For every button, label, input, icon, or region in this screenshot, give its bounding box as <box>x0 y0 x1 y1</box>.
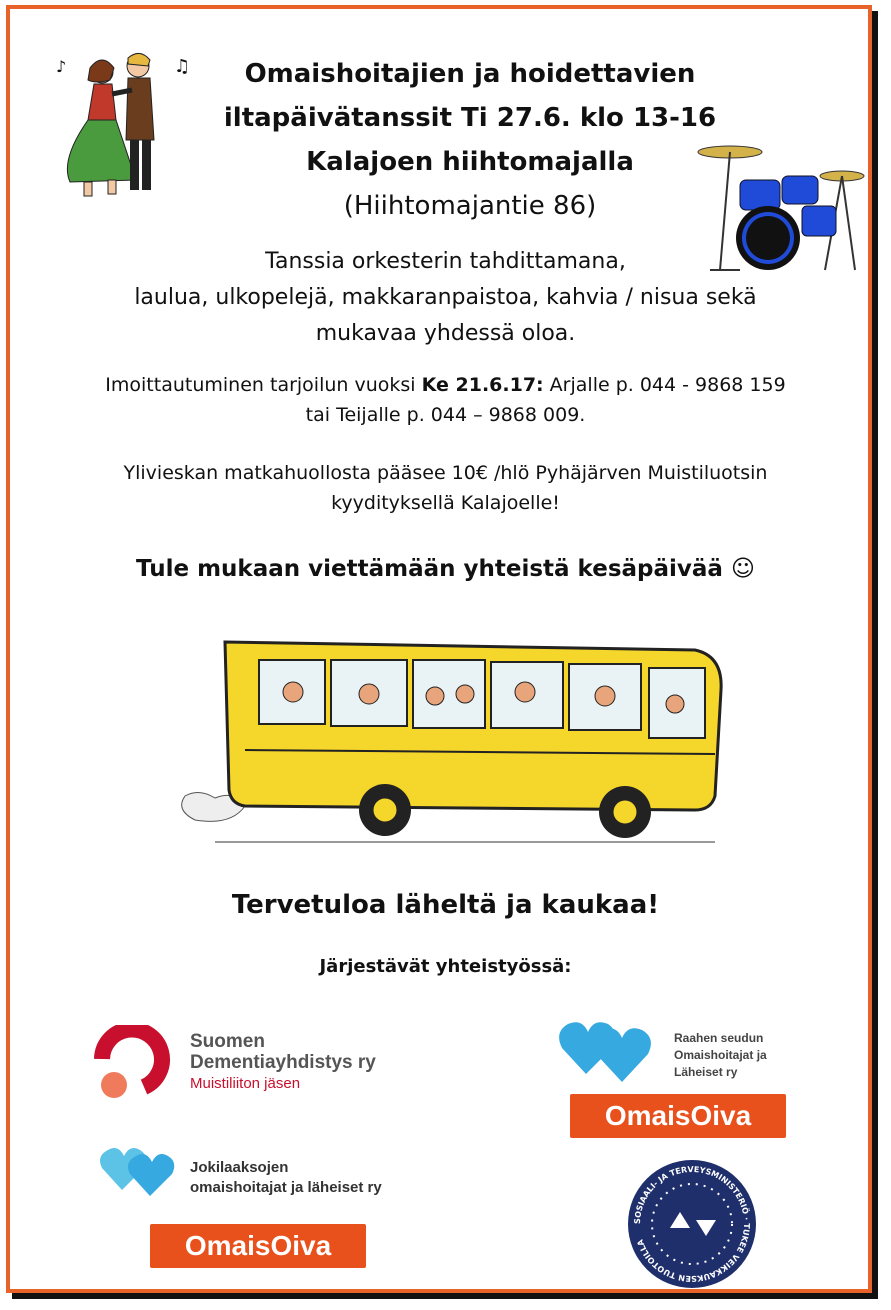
dementia-logo-icon <box>92 1025 172 1101</box>
svg-text:♪: ♪ <box>56 57 67 76</box>
dementia-line2: Dementiayhdistys ry <box>190 1052 376 1073</box>
intro-line3: mukavaa yhdessä oloa. <box>315 321 576 346</box>
transport-line1: Ylivieskan matkahuollosta pääsee 10€ /hlö Pyhäjärven Muistiluotsin <box>123 462 768 484</box>
event-address: (Hiihtomajantie 86) <box>343 191 597 221</box>
dementia-line1: Suomen <box>190 1031 265 1052</box>
omaisoiva-badge: OmaisOiva <box>150 1224 366 1268</box>
registration-line1 <box>0 370 891 400</box>
ministry-seal-logo <box>624 1156 760 1292</box>
raahe-line3: Läheiset ry <box>674 1065 738 1079</box>
event-title-line1: Omaishoitajien ja hoidettavien <box>244 59 696 89</box>
raahe-line2: Omaishoitajat ja <box>674 1048 767 1062</box>
jokilaakso-line2: omaishoitajat ja läheiset ry <box>190 1179 382 1196</box>
event-title-line2: iltapäivätanssit Ti 27.6. klo 13-16 <box>223 103 717 133</box>
transport-line2: kyydityksellä Kalajoelle! <box>331 492 560 514</box>
welcome-text: Tervetuloa läheltä ja kaukaa! <box>231 890 660 920</box>
jokilaakso-omaisoiva-logo <box>98 1140 478 1275</box>
registration-line2: tai Teijalle p. 044 – 9868 009. <box>305 404 586 426</box>
intro-line2: laulua, ulkopelejä, makkaranpaistoa, kahvia / nisua sekä <box>134 285 757 310</box>
raahe-line1: Raahen seudun <box>674 1031 764 1045</box>
ministry-seal-text: SOSIAALI- JA TERVEYSMINISTERIÖ · TUKEE VEIKKAUKSEN TUOTOILLA <box>632 1164 752 1284</box>
svg-text:♫: ♫ <box>174 56 191 77</box>
organizers-label: Järjestävät yhteistyössä: <box>319 956 572 977</box>
heart-icon <box>556 1012 666 1086</box>
registration-prefix: Imoittautuminen tarjoilun vuoksi <box>105 374 422 396</box>
dancing-couple-illustration <box>50 50 200 210</box>
registration-deadline: Ke 21.6.17: <box>421 374 544 396</box>
omaisoiva-badge: OmaisOiva <box>570 1094 786 1138</box>
raahe-omaisoiva-logo <box>556 1012 796 1142</box>
invite-text: Tule mukaan viettämään yhteistä kesäpäivää ☺ <box>136 556 755 582</box>
registration-contact1: Arjalle p. 044 - 9868 159 <box>543 374 786 396</box>
bus-illustration <box>175 620 735 860</box>
dementia-association-logo <box>92 1025 422 1105</box>
event-venue: Kalajoen hiihtomajalla <box>306 147 634 177</box>
dementia-line3: Muistiliiton jäsen <box>190 1075 301 1092</box>
jokilaakso-line1: Jokilaaksojen <box>190 1159 289 1176</box>
heart-icon <box>98 1140 182 1198</box>
intro-line1: Tanssia orkesterin tahdittamana, <box>265 249 626 274</box>
